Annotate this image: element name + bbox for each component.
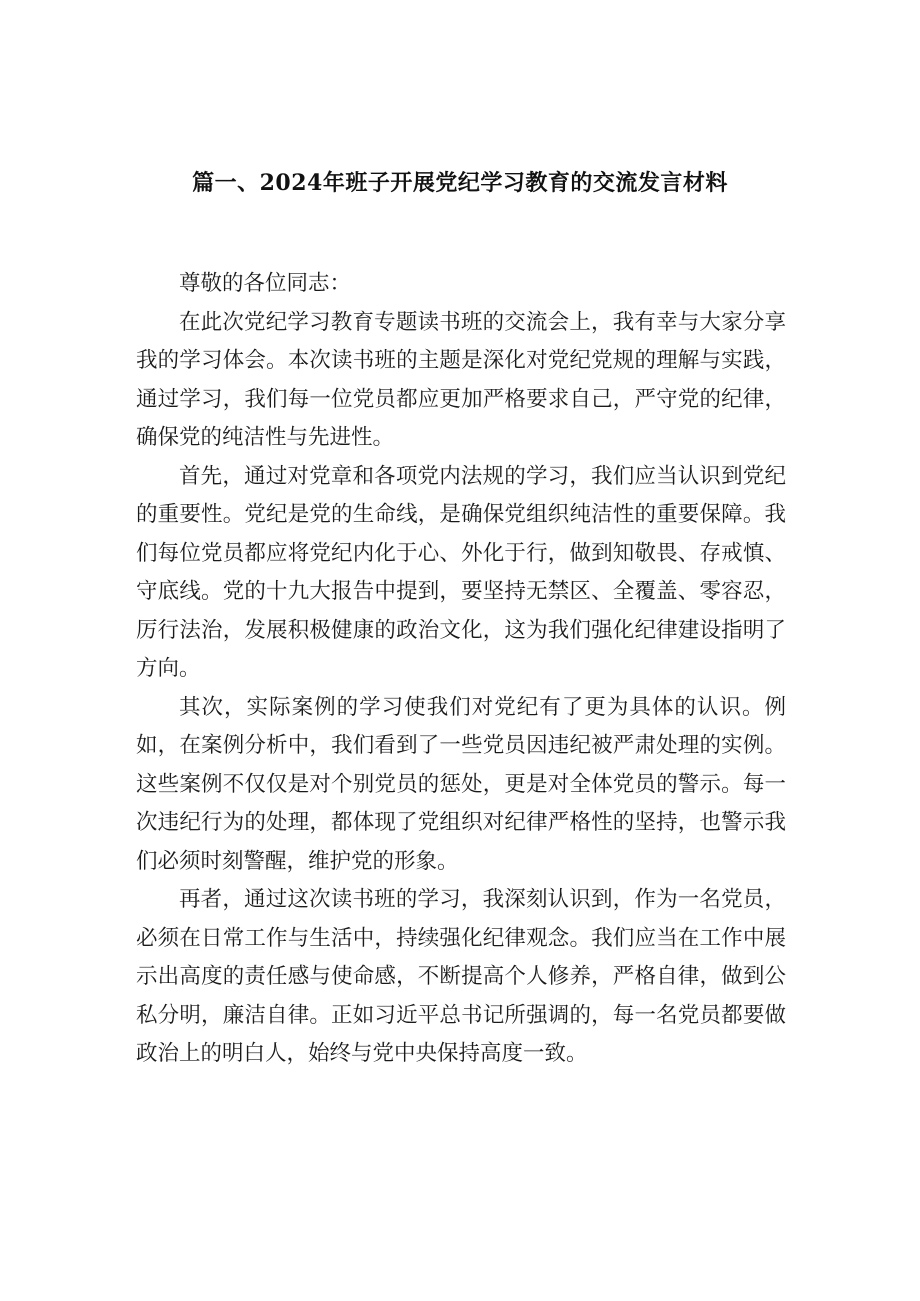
paragraph-3: 其次，实际案例的学习使我们对党纪有了更为具体的认识。例如，在案例分析中，我们看到了一些党员因违纪被严肃处理的实例。这些案例不仅仅是对个别党员的惩处，更是对全体党员的警示。每一次违纪行为的处理，都体现了党组织对纪律严格性的坚持，也警示我们必须时刻警醒，维护党的形象。	[136, 694, 786, 874]
paragraph-2: 首先，通过对党章和各项党内法规的学习，我们应当认识到党纪的重要性。党纪是党的生命线，是确保党组织纯洁性的重要保障。我们每位党员都应将党纪内化于心、外化于行，做到知敬畏、存戒慎、守底线。党的十九大报告中提到，要坚持无禁区、全覆盖、零容忍，厉行法治，发展积极健康的政治文化，这为我们强化纪律建设指明了方向。	[136, 463, 786, 681]
paragraph-4: 再者，通过这次读书班的学习，我深刻认识到，作为一名党员，必须在日常工作与生活中，持续强化纪律观念。我们应当在工作中展示出高度的责任感与使命感，不断提高个人修养，严格自律，做到公私分明，廉洁自律。正如习近平总书记所强调的，每一名党员都要做政治上的明白人，始终与党中央保持高度一致。	[136, 887, 786, 1066]
salutation: 尊敬的各位同志：	[179, 271, 352, 296]
paragraph-1: 在此次党纪学习教育专题读书班的交流会上，我有幸与大家分享我的学习体会。本次读书班的主题是深化对党纪党规的理解与实践，通过学习，我们每一位党员都应更加严格要求自己，严守党的纪律，确保党的纯洁性与先进性。	[136, 309, 786, 450]
document-body	[136, 265, 786, 1074]
document-title: 篇一、2024年班子开展党纪学习教育的交流发言材料	[192, 170, 728, 196]
